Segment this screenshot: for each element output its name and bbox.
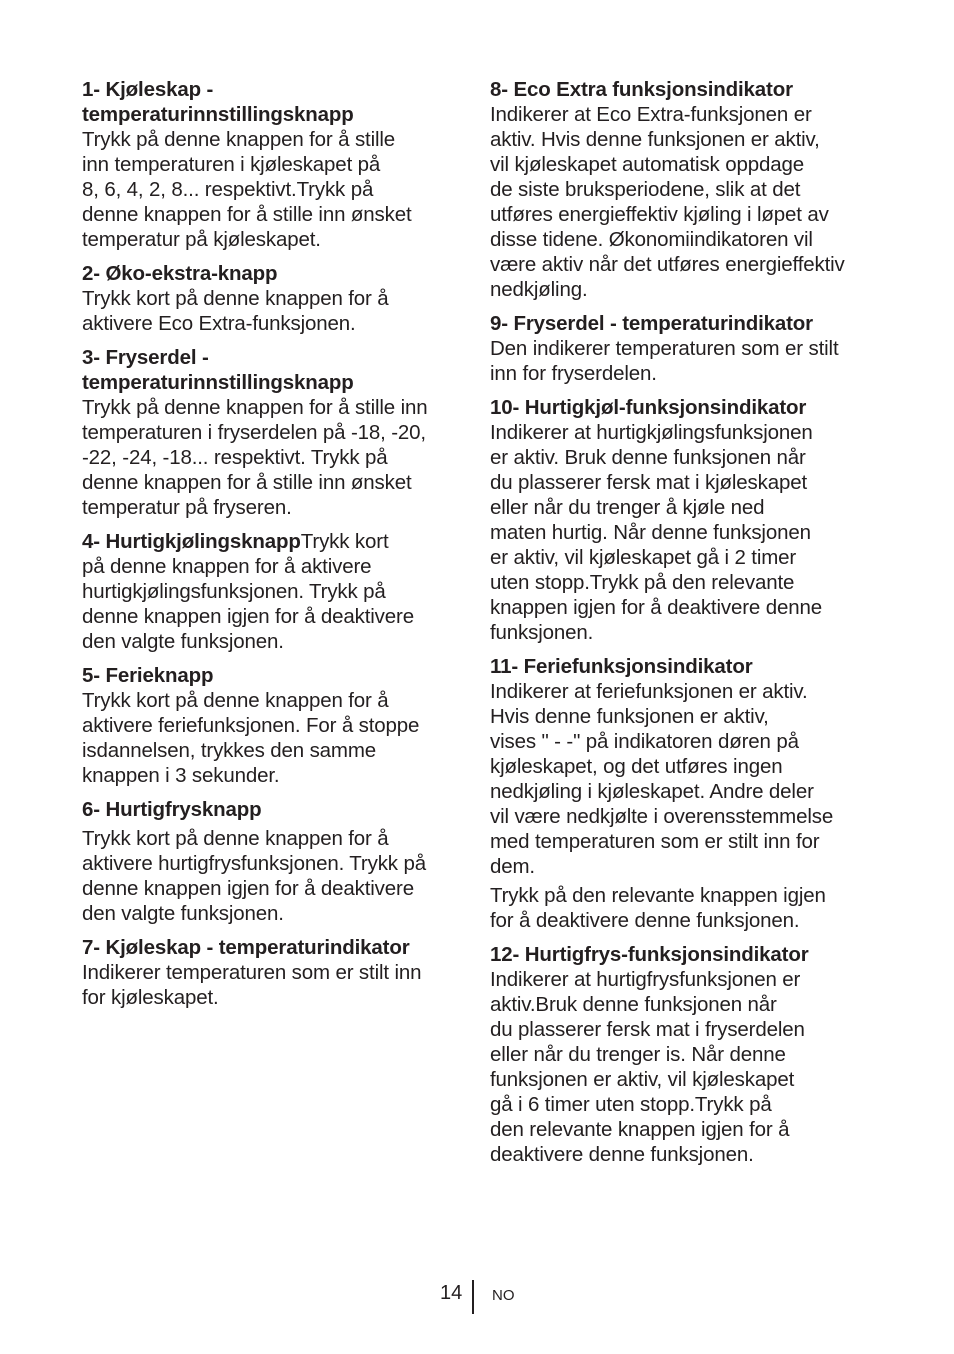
instruction-text: aktiv.Bruk denne funksjonen når xyxy=(490,993,777,1016)
instruction-text: Trykk på den relevante knappen igjen xyxy=(490,884,826,907)
page-footer xyxy=(0,1280,954,1316)
right-column xyxy=(490,77,882,1176)
instruction-item xyxy=(82,663,467,788)
instruction-text: Indikerer temperaturen som er stilt inn xyxy=(82,961,422,984)
instruction-title: temperaturinnstillingsknapp xyxy=(82,371,354,394)
instruction-text: eller når du trenger å kjøle ned xyxy=(490,496,765,519)
instruction-text: med temperaturen som er stilt inn for xyxy=(490,830,820,853)
instruction-text: inn temperaturen i kjøleskapet på xyxy=(82,153,381,176)
instruction-title: 9- Fryserdel - temperaturindikator xyxy=(490,312,813,335)
instruction-text: aktivere feriefunksjonen. For å stoppe xyxy=(82,714,420,737)
instruction-title: 7- Kjøleskap - temperaturindikator xyxy=(82,936,410,959)
instruction-item xyxy=(82,77,467,252)
instruction-text: temperaturen i fryserdelen på -18, -20, xyxy=(82,421,426,444)
instruction-text: denne knappen igjen for å deaktivere xyxy=(82,877,414,900)
instruction-title: 2- Øko-ekstra-knapp xyxy=(82,262,278,285)
instruction-text: eller når du trenger is. Når denne xyxy=(490,1043,786,1066)
instruction-text: uten stopp.Trykk på den relevante xyxy=(490,571,795,594)
instruction-text: utføres energieffektiv kjøling i løpet av xyxy=(490,203,829,226)
instruction-item xyxy=(490,77,882,302)
instruction-text: den valgte funksjonen. xyxy=(82,630,284,653)
instruction-text: denne knappen for å stille inn ønsket xyxy=(82,471,412,494)
instruction-text: aktivere hurtigfrysfunksjonen. Trykk på xyxy=(82,852,426,875)
instruction-text: temperatur på kjøleskapet. xyxy=(82,228,321,251)
instruction-text: vises " - -" på indikatoren døren på xyxy=(490,730,799,753)
instruction-text: temperatur på fryseren. xyxy=(82,496,292,519)
instruction-text: knappen igjen for å deaktivere denne xyxy=(490,596,822,619)
instruction-text: Hvis denne funksjonen er aktiv, xyxy=(490,705,769,728)
instruction-text: aktiv. Hvis denne funksjonen er aktiv, xyxy=(490,128,820,151)
instruction-title: temperaturinnstillingsknapp xyxy=(82,103,354,126)
instruction-title: 4- Hurtigkjølingsknapp xyxy=(82,530,301,553)
instruction-text: Indikerer at Eco Extra-funksjonen er xyxy=(490,103,812,126)
instruction-text: er aktiv. Bruk denne funksjonen når xyxy=(490,446,806,469)
instruction-text: vil kjøleskapet automatisk oppdage xyxy=(490,153,804,176)
instruction-text: Trykk kort på denne knappen for å xyxy=(82,689,389,712)
instruction-text: funksjonen er aktiv, vil kjøleskapet xyxy=(490,1068,795,1091)
page-number: 14 xyxy=(440,1282,463,1304)
instruction-item xyxy=(82,345,467,520)
instruction-text: er aktiv, vil kjøleskapet gå i 2 timer xyxy=(490,546,797,569)
instruction-title: 8- Eco Extra funksjonsindikator xyxy=(490,78,793,101)
instruction-text: Trykk kort på denne knappen for å xyxy=(82,827,389,850)
instruction-title: 1- Kjøleskap - xyxy=(82,78,214,101)
instruction-text: den relevante knappen igjen for å xyxy=(490,1118,790,1141)
language-code: NO xyxy=(492,1287,515,1304)
instruction-title: 3- Fryserdel - xyxy=(82,346,209,369)
instruction-title: 6- Hurtigfrysknapp xyxy=(82,798,262,821)
instruction-item xyxy=(82,935,467,1010)
instruction-text: den valgte funksjonen. xyxy=(82,902,284,925)
instruction-text: gå i 6 timer uten stopp.Trykk på xyxy=(490,1093,772,1116)
instruction-text: Indikerer at feriefunksjonen er aktiv. xyxy=(490,680,808,703)
instruction-item xyxy=(490,654,882,933)
instruction-text: dem. xyxy=(490,855,535,878)
instruction-text: isdannelsen, trykkes den samme xyxy=(82,739,377,762)
instruction-title: 12- Hurtigfrys-funksjonsindikator xyxy=(490,943,809,966)
instruction-item xyxy=(82,261,467,336)
instruction-first-line xyxy=(82,529,467,554)
instruction-text: inn for fryserdelen. xyxy=(490,362,657,385)
instruction-text: nedkjøling. xyxy=(490,278,588,301)
instruction-item xyxy=(82,797,467,926)
instruction-text: deaktivere denne funksjonen. xyxy=(490,1143,754,1166)
instruction-text: de siste bruksperiodene, slik at det xyxy=(490,178,801,201)
footer-divider xyxy=(472,1280,474,1314)
instruction-text: hurtigkjølingsfunksjonen. Trykk på xyxy=(82,580,386,603)
instruction-text: denne knappen igjen for å deaktivere xyxy=(82,605,414,628)
instruction-text: funksjonen. xyxy=(490,621,594,644)
instruction-text: Trykk kort xyxy=(300,530,389,553)
instruction-item xyxy=(490,942,882,1167)
left-column xyxy=(82,77,467,1019)
instruction-text: du plasserer fersk mat i kjøleskapet xyxy=(490,471,808,494)
instruction-text: vil være nedkjølte i overensstemmelse xyxy=(490,805,834,828)
instruction-text: aktivere Eco Extra-funksjonen. xyxy=(82,312,356,335)
instruction-text: denne knappen for å stille inn ønsket xyxy=(82,203,412,226)
instruction-text: Indikerer at hurtigfrysfunksjonen er xyxy=(490,968,801,991)
instruction-text: 8, 6, 4, 2, 8... respektivt.Trykk på xyxy=(82,178,374,201)
instruction-text: Trykk på denne knappen for å stille xyxy=(82,128,396,151)
instruction-title: 11- Feriefunksjonsindikator xyxy=(490,655,753,678)
instruction-text: knappen i 3 sekunder. xyxy=(82,764,280,787)
instruction-text: på denne knappen for å aktivere xyxy=(82,555,372,578)
instruction-title: 5- Ferieknapp xyxy=(82,664,214,687)
instruction-item xyxy=(490,395,882,645)
instruction-text: du plasserer fersk mat i fryserdelen xyxy=(490,1018,805,1041)
instruction-text: maten hurtig. Når denne funksjonen xyxy=(490,521,811,544)
instruction-item xyxy=(490,311,882,386)
instruction-text: Trykk på denne knappen for å stille inn xyxy=(82,396,428,419)
instruction-text: Trykk kort på denne knappen for å xyxy=(82,287,389,310)
instruction-text: nedkjøling i kjøleskapet. Andre deler xyxy=(490,780,814,803)
instruction-text: Indikerer at hurtigkjølingsfunksjonen xyxy=(490,421,813,444)
instruction-text: være aktiv når det utføres energieffektiv xyxy=(490,253,845,276)
instruction-text: for kjøleskapet. xyxy=(82,986,219,1009)
instruction-text: -22, -24, -18... respektivt. Trykk på xyxy=(82,446,388,469)
instruction-title: 10- Hurtigkjøl-funksjonsindikator xyxy=(490,396,807,419)
instruction-text: Den indikerer temperaturen som er stilt xyxy=(490,337,839,360)
instruction-text: for å deaktivere denne funksjonen. xyxy=(490,909,800,932)
instruction-item xyxy=(82,529,467,654)
instruction-text: disse tidene. Økonomiindikatoren vil xyxy=(490,228,813,251)
instruction-text: kjøleskapet, og det utføres ingen xyxy=(490,755,783,778)
